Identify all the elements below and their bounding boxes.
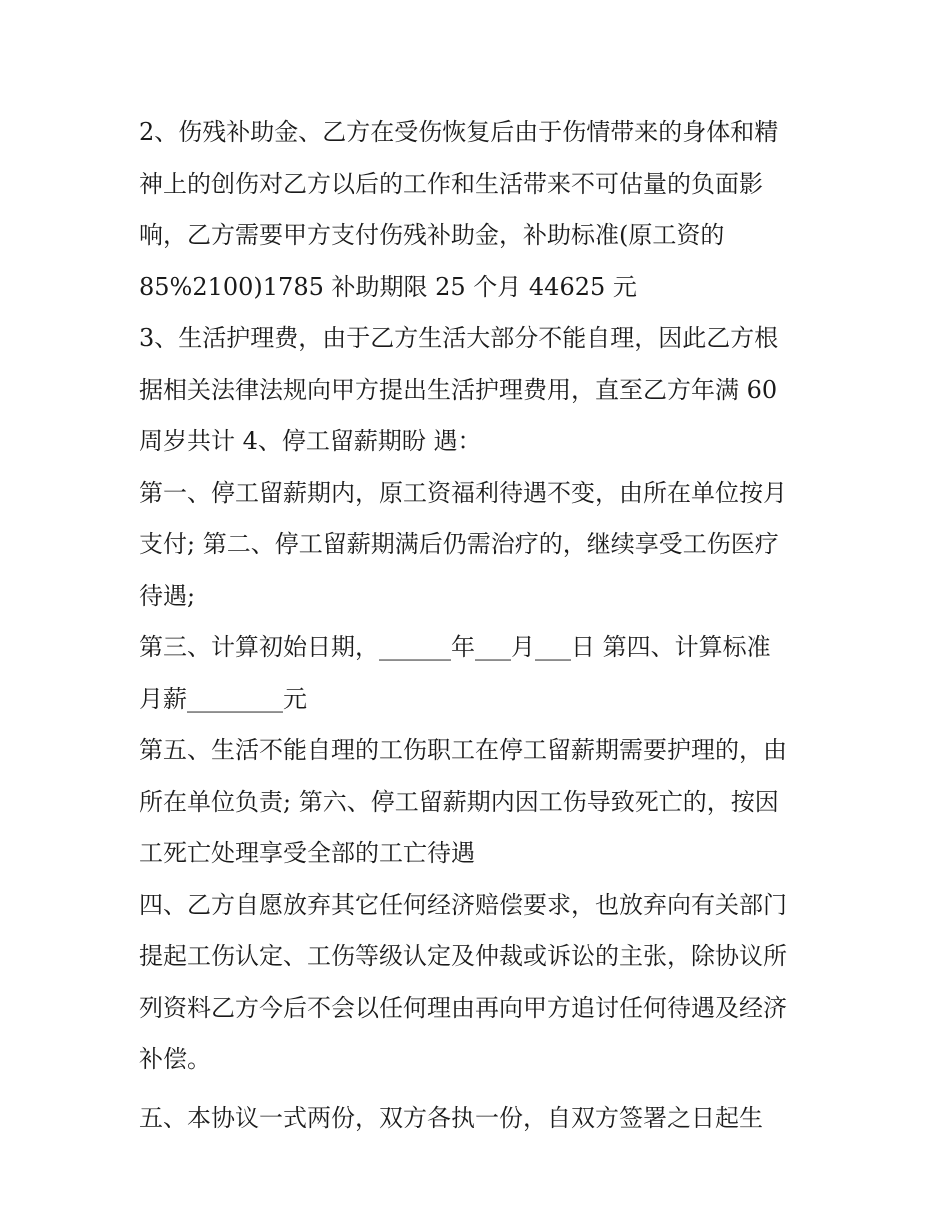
paragraph-line: 响，乙方需要甲方支付伤残补助金，补助标准(原工资的 bbox=[139, 221, 725, 249]
paragraph-line: 神上的创伤对乙方以后的工作和生活带来不可估量的负面影 bbox=[139, 169, 763, 198]
paragraph-line: 待遇; bbox=[139, 581, 196, 610]
paragraph-line: 第五、生活不能自理的工伤职工在停工留薪期需要护理的，由 bbox=[139, 736, 787, 764]
paragraph-line: 2、伤残补助金、乙方在受伤恢复后由于伤情带来的身体和精 bbox=[139, 118, 779, 146]
paragraph-line: 月薪________元 bbox=[139, 684, 307, 713]
paragraph-line: 据相关法律法规向甲方提出生活护理费用，直至乙方年满 60 bbox=[139, 375, 778, 404]
document-body bbox=[139, 107, 819, 1144]
paragraph-line: 提起工伤认定、工伤等级认定及仲裁或诉讼的主张，除协议所 bbox=[139, 942, 787, 970]
paragraph-line: 3、生活护理费，由于乙方生活大部分不能自理，因此乙方根 bbox=[139, 324, 779, 352]
paragraph-line: 补偿。 bbox=[139, 1045, 211, 1073]
paragraph-line: 周岁共计 4、停工留薪期盼 遇： bbox=[139, 427, 482, 455]
paragraph-line: 工死亡处理享受全部的工亡待遇 bbox=[139, 839, 475, 867]
paragraph-line: 85%2100)1785 补助期限 25 个月 44625 元 bbox=[139, 272, 637, 301]
paragraph-line: 所在单位负责; 第六、停工留薪期内因工伤导致死亡的，按因 bbox=[139, 787, 779, 816]
paragraph-line: 支付; 第二、停工留薪期满后仍需治疗的，继续享受工伤医疗 bbox=[139, 530, 779, 558]
paragraph-line: 列资料乙方今后不会以任何理由再向甲方追讨任何待遇及经济 bbox=[139, 993, 787, 1022]
paragraph-line: 四、乙方自愿放弃其它任何经济赔偿要求，也放弃向有关部门 bbox=[139, 890, 787, 919]
paragraph-line: 第三、计算初始日期，______年___月___日 第四、计算标准 bbox=[139, 633, 771, 661]
paragraph-line: 第一、停工留薪期内，原工资福利待遇不变，由所在单位按月 bbox=[139, 478, 787, 507]
paragraph-line: 五、本协议一式两份，双方各执一份，自双方签署之日起生 bbox=[139, 1103, 763, 1132]
